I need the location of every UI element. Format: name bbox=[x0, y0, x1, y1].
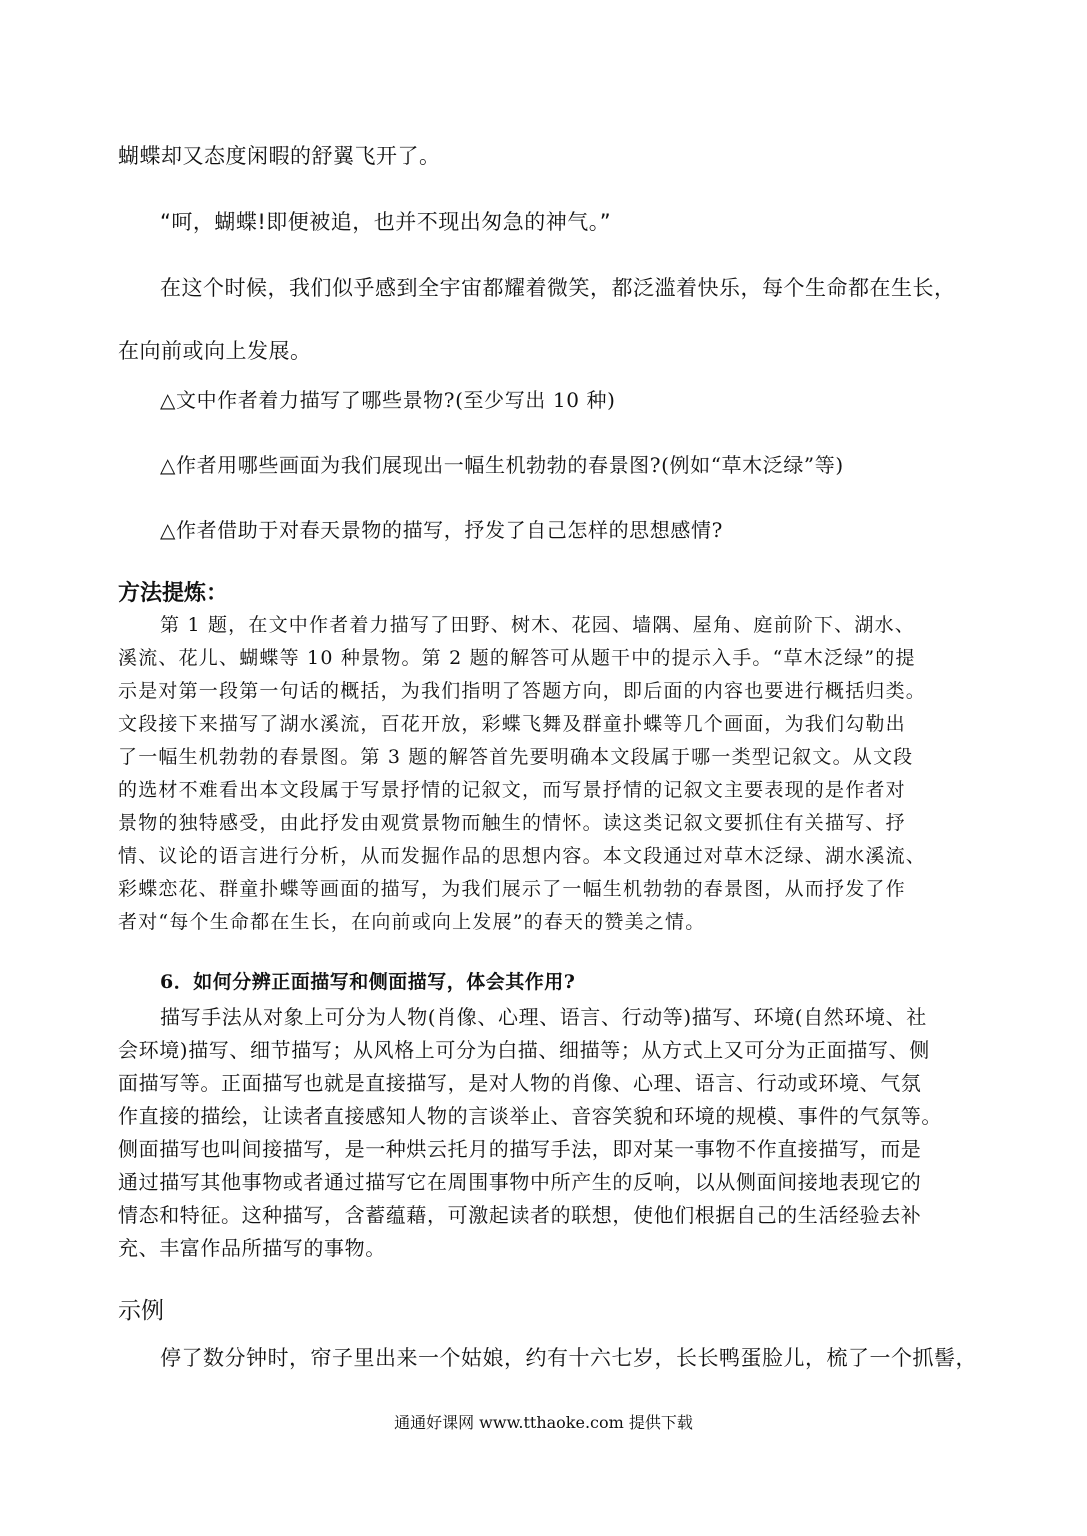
method-line: 第 1 题，在文中作者着力描写了田野、树木、花园、墙隅、屋角、庭前阶下、湖水、 bbox=[160, 614, 915, 636]
section-line: 情态和特征。这种描写，含蓄蕴藉，可激起读者的联想，使他们根据自己的生活经验去补 bbox=[118, 1203, 922, 1227]
section-line: 描写手法从对象上可分为人物(肖像、心理、语言、行动等)描写、环境(自然环境、社 bbox=[160, 1005, 927, 1029]
page-footer: 通通好课网 www.tthaoke.com 提供下载 bbox=[394, 1413, 693, 1432]
section-line: 充、丰富作品所描写的事物。 bbox=[118, 1236, 386, 1260]
question-2: △作者用哪些画面为我们展现出一幅生机勃勃的春景图?(例如“草木泛绿”等) bbox=[160, 453, 844, 477]
paragraph-line: 在这个时候，我们似乎感到全宇宙都耀着微笑，都泛滥着快乐，每个生命都在生长， bbox=[160, 276, 956, 300]
method-line: 文段接下来描写了湖水溪流，百花开放，彩蝶飞舞及群童扑蝶等几个画面，为我们勾勒出 bbox=[118, 713, 906, 735]
paragraph-line: 在向前或向上发展。 bbox=[118, 339, 312, 363]
method-line: 彩蝶恋花、群童扑蝶等画面的描写，为我们展示了一幅生机勃勃的春景图，从而抒发了作 bbox=[118, 878, 906, 900]
method-heading: 方法提炼： bbox=[118, 581, 229, 606]
method-line: 溪流、花儿、蝴蝶等 10 种景物。第 2 题的解答可从题干中的提示入手。“草木泛绿”的提 bbox=[118, 647, 916, 669]
section-line: 侧面描写也叫间接描写，是一种烘云托月的描写手法，即对某一事物不作直接描写，而是 bbox=[118, 1137, 922, 1161]
section-heading: 6．如何分辨正面描写和侧面描写，体会其作用? bbox=[160, 971, 576, 993]
method-line: 情、议论的语言进行分析，从而发掘作品的思想内容。本文段通过对草木泛绿、湖水溪流、 bbox=[118, 845, 927, 867]
section-line: 面描写等。正面描写也就是直接描写，是对人物的肖像、心理、语言、行动或环境、气氛 bbox=[118, 1071, 922, 1095]
question-1: △文中作者着力描写了哪些景物?(至少写出 10 种) bbox=[160, 388, 616, 412]
method-line: 了一幅生机勃勃的春景图。第 3 题的解答首先要明确本文段属于哪一类型记叙文。从文段 bbox=[118, 746, 914, 768]
section-line: 会环境)描写、细节描写；从风格上可分为白描、细描等；从方式上又可分为正面描写、侧 bbox=[118, 1038, 930, 1062]
method-line: 者对“每个生命都在生长，在向前或向上发展”的春天的赞美之情。 bbox=[118, 911, 706, 933]
quote-line: “呵，蝴蝶!即便被追，也并不现出匆急的神气。” bbox=[160, 210, 612, 234]
example-line: 停了数分钟时，帘子里出来一个姑娘，约有十六七岁，长长鸭蛋脸儿，梳了一个抓髻， bbox=[160, 1346, 977, 1370]
section-line: 作直接的描绘，让读者直接感知人物的言谈举止、音容笑貌和环境的规模、事件的气氛等。 bbox=[118, 1104, 942, 1128]
section-line: 通过描写其他事物或者通过描写它在周围事物中所产生的反响，以从侧面间接地表现它的 bbox=[118, 1170, 922, 1194]
example-heading: 示例 bbox=[118, 1298, 164, 1324]
method-line: 景物的独特感受，由此抒发由观赏景物而触生的情怀。读这类记叙文要抓住有关描写、抒 bbox=[118, 812, 906, 834]
method-line: 的选材不难看出本文段属于写景抒情的记叙文，而写景抒情的记叙文主要表现的是作者对 bbox=[118, 779, 906, 801]
paragraph-line: 蝴蝶却又态度闲暇的舒翼飞开了。 bbox=[118, 144, 441, 168]
method-line: 示是对第一段第一句话的概括，为我们指明了答题方向，即后面的内容也要进行概括归类。 bbox=[118, 680, 927, 702]
question-3: △作者借助于对春天景物的描写，抒发了自己怎样的思想感情? bbox=[160, 518, 723, 542]
